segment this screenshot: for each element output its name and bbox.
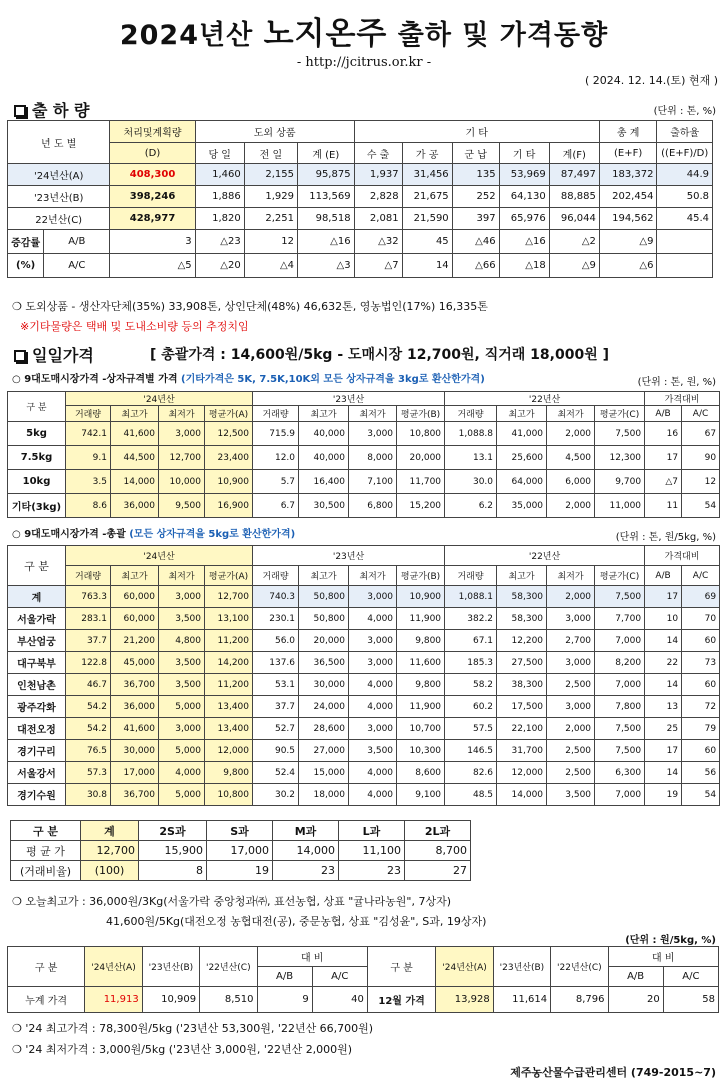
note-today-high-2: 41,600원/5Kg(대전오정 농협대전(공), 중문농협, 상표 "김성윤", S과, 19상자): [106, 915, 487, 928]
table-row: 서울강서 57.3 17,000 4,000 9,800 52.4 15,000 4,000 8,600 82.6 12,000 2,500 6,300 14 56: [8, 762, 720, 784]
box-size-price-table: 구 분 '24년산 '23년산 '22년산 가격대비 거래량 최고가 최저가 평균가(A) 거래량 최고가 최저가 평균가(B) 거래량 최고가 최저가 평균가(C) A/B A/C 5kg 742.1 41,600 3,000 12,500 715.9 40,000 3,000 10,800 1,088.8 41,000 2,000 7,500 16 67 7.5kg 9.1 44,500 12,700 23,400 12.0 40,000 8,000 20,000 13.1 25,600 4,500 12,300 17 90 10kg 3.5 14,000 10,000 10,900 5.7 16,400 7,100 11,700 30.0 64,000 6,000 9,700 △7 12 기타(3kg) 8.6 36,000 9,500 16,900 6.7 30,500 6,800 15,200 6.2 35,000 2,000 11,000 11 54: [7, 391, 720, 518]
col-outbound: 도외 상품: [195, 121, 354, 143]
table-row: 경기구리 76.5 30,000 5,000 12,000 90.5 27,000 3,500 10,300 146.5 31,700 2,500 7,500 17 60: [8, 740, 720, 762]
table-row: 대구북부 122.8 45,000 3,500 14,200 137.6 36,500 3,000 11,600 185.3 27,500 3,000 8,200 22 73: [8, 652, 720, 674]
col-rate: 출하율: [657, 121, 713, 143]
table-row: 증감률 A/B 3 △23 12 △16 △32 45 △46 △16 △2 △9: [8, 230, 713, 254]
report-date: ( 2024. 12. 14.(토) 현재 ): [584, 74, 718, 87]
table-row: 7.5kg 9.1 44,500 12,700 23,400 12.0 40,000 8,000 20,000 13.1 25,600 4,500 12,300 17 90: [8, 446, 720, 470]
table-row: 대전오정 54.2 41,600 3,000 13,400 52.7 28,600 3,000 10,700 57.5 22,100 2,000 7,500 25 79: [8, 718, 720, 740]
note-season-high: ❍ '24 최고가격 : 78,300원/5kg ('23년산 53,300원, '22년산 66,700원): [12, 1022, 374, 1035]
shipment-section-title: 출 하 량: [14, 98, 90, 121]
col-etc: 기 타: [354, 121, 599, 143]
table-row: 광주각화 54.2 36,000 5,000 13,400 37.7 24,000 4,000 11,900 60.2 17,500 3,000 7,800 13 72: [8, 696, 720, 718]
total-price-unit: (단위 : 톤, 원/5kg, %): [615, 532, 716, 543]
grade-price-table: 구 분 계 2S과 S과 M과 L과 2L과 평 균 가 12,700 15,900 17,000 14,000 11,100 8,700 (거래비율) (100) 8 19 23 23 27: [10, 820, 471, 881]
table-row: 10kg 3.5 14,000 10,000 10,900 5.7 16,400 7,100 11,700 30.0 64,000 6,000 9,700 △7 12: [8, 470, 720, 494]
table-row: 기타(3kg) 8.6 36,000 9,500 16,900 6.7 30,500 6,800 15,200 6.2 35,000 2,000 11,000 11 54: [8, 494, 720, 518]
page-title: [0, 8, 728, 53]
table-row: '23년산(B) 398,246 1,886 1,929 113,569 2,828 21,675 252 64,130 88,885 202,454 50.8: [8, 186, 713, 208]
table-row: 5kg 742.1 41,600 3,000 12,500 715.9 40,000 3,000 10,800 1,088.8 41,000 2,000 7,500 16 67: [8, 422, 720, 446]
title-year: 2024년산: [119, 20, 254, 51]
box-size-unit: (단위 : 톤, 원, %): [637, 377, 716, 388]
box-size-title: ○ 9대도매시장가격 -상자규격별 가격 (기타가격은 5K, 7.5K,10K외 모든 상자규격을 3kg로 환산한가격): [12, 374, 485, 385]
market-price-table: 구 분 '24년산 '23년산 '22년산 가격대비 거래량 최고가 최저가 평균가(A) 거래량 최고가 최저가 평균가(B) 거래량 최고가 최저가 평균가(C) A/B A/C 계 763.3 60,000 3,000 12,700 740.3 50,800 3,000 10,900 1,088.1 58,300 2,000 7,500 17 69 서울가락 283.1 60,000 3,500 13,100 230.1 50,800 4,000 11,900 382.2 58,300 3,000 7,700 10 70 부산엄궁 37.7 21,200 4,800 11,200 56.0 20,000 3,000 9,800 67.1 12,200 2,700 7,000 14 60 대구북부 122.8 45,000 3,500 14,200 137.6 36,500 3,000 11,600 185.3 27,500 3,000 8,200 22 73 인천남촌 46.7 36,700 3,500 11,200 53.1 30,000 4,000 9,800 58.2 38,300 2,500 7,000 14 60 광주각화 54.2 36,000 5,000 13,400 37.7 24,000 4,000 11,900 60.2 17,500 3,000 7,800 13 72 대전오정 54.2 41,600 3,000 13,400 52.7 28,600 3,000 10,700 57.5 22,100 2,000 7,500 25 79 경기구리 76.5 30,000 5,000 12,000 90.5 27,000 3,500 10,300 146.5 31,700 2,500 7,500 17 60 서울강서 57.3 17,000 4,000 9,800 52.4 15,000 4,000 8,600 82.6 12,000 2,500 6,300 14 56 경기수원 30.8 36,700 5,000 10,800 30.2 18,000 4,000 9,100 48.5 14,000 3,500 7,000 19 54: [7, 545, 720, 806]
table-row: '24년산(A) 408,300 1,460 2,155 95,875 1,937 31,456 135 53,969 87,497 183,372 44.9: [8, 164, 713, 186]
table-row: 누계 가격 11,913 10,909 8,510 9 40 12월 가격 13,928 11,614 8,796 20 58: [8, 987, 719, 1013]
col-total: 총 계: [599, 121, 657, 143]
cumulative-unit: (단위 : 원/5kg, %): [625, 935, 716, 946]
title-main: 노지온주: [263, 16, 388, 52]
note-season-low: ❍ '24 최저가격 : 3,000원/5kg ('23년산 3,000원, '22년산 2,000원): [12, 1043, 353, 1056]
table-row: (%) A/C △5 △20 △4 △3 △7 14 △66 △18 △9 △6: [8, 254, 713, 278]
daily-summary: [ 총괄가격 : 14,600원/5kg - 도매시장 12,700원, 직거래 18,000원 ]: [150, 347, 609, 363]
cumulative-price-table: 구 분 '24년산(A) '23년산(B) '22년산(C) 대 비 구 분 '24년산(A) '23년산(B) '22년산(C) 대 비 A/B A/C A/B A/C 누계 가격 11,913 10,909 8,510 9 40 12월 가격 13,928 11,614 8,796 20 58: [7, 946, 719, 1013]
table-row: 평 균 가 12,700 15,900 17,000 14,000 11,100 8,700: [11, 841, 471, 861]
checkbox-icon: [14, 105, 26, 117]
title-rest: 출하 및 가격동향: [397, 20, 609, 51]
col-year: 년 도 별: [8, 121, 110, 164]
shipment-unit: (단위 : 톤, %): [653, 106, 716, 117]
table-row: 인천남촌 46.7 36,700 3,500 11,200 53.1 30,000 4,000 9,800 58.2 38,300 2,500 7,000 14 60: [8, 674, 720, 696]
site-url: - http://jcitrus.or.kr -: [296, 55, 432, 70]
daily-price-title: 일일가격: [14, 343, 94, 366]
table-row: 부산엄궁 37.7 21,200 4,800 11,200 56.0 20,000 3,000 9,800 67.1 12,200 2,700 7,000 14 60: [8, 630, 720, 652]
total-price-title: ○ 9대도매시장가격 -총괄 (모든 상자규격을 5kg로 환산한가격): [12, 529, 296, 540]
checkbox-icon: [14, 350, 26, 362]
footer-center: 제주농산물수급관리센터 (749-2015~7): [510, 1066, 716, 1079]
note-today-high-1: ❍ 오늘최고가 : 36,000원/3Kg(서울가락 중앙청과㈜, 표선농협, 상표 "귤나라농원", 7상자): [12, 895, 452, 908]
col-plan: 처리및계획량: [110, 121, 195, 143]
shipment-table: 년 도 별 처리및계획량 도외 상품 기 타 총 계 출하율 (D) 당 일 전 일 계 (E) 수 출 가 공 군 납 기 타 계(F) (E+F) ((E+F)/D) '24년산(A) 408,300 1,460 2,155 95,875 1,937 31,456 135 53,969 87,497 183,372 44.9 '23년산(B) 398,246 1,886 1,929 113,569 2,828 21,675 252 64,130 88,885 202,454 50.8 22년산(C) 428,977 1,820 2,251 98,518 2,081 21,590 397 65,976 96,044 194,562 45.4 증감률 A/B 3 △23 12 △16 △32 45 △46 △16 △2 △9 (%) A/C △5 △20 △4 △3 △7 14 △66 △18 △9 △6: [7, 120, 713, 278]
table-row: 22년산(C) 428,977 1,820 2,251 98,518 2,081 21,590 397 65,976 96,044 194,562 45.4: [8, 208, 713, 230]
table-row: 계 763.3 60,000 3,000 12,700 740.3 50,800 3,000 10,900 1,088.1 58,300 2,000 7,500 17 69: [8, 586, 720, 608]
table-row: 경기수원 30.8 36,700 5,000 10,800 30.2 18,000 4,000 9,100 48.5 14,000 3,500 7,000 19 54: [8, 784, 720, 806]
table-row: 서울가락 283.1 60,000 3,500 13,100 230.1 50,800 4,000 11,900 382.2 58,300 3,000 7,700 10 70: [8, 608, 720, 630]
table-row: (거래비율) (100) 8 19 23 23 27: [11, 861, 471, 881]
note-etc: ※기타물량은 택배 및 도내소비량 등의 추정치임: [20, 320, 249, 333]
note-outbound: ❍ 도외상품 - 생산자단체(35%) 33,908톤, 상인단체(48%) 46,632톤, 영농법인(17%) 16,335톤: [12, 300, 488, 313]
